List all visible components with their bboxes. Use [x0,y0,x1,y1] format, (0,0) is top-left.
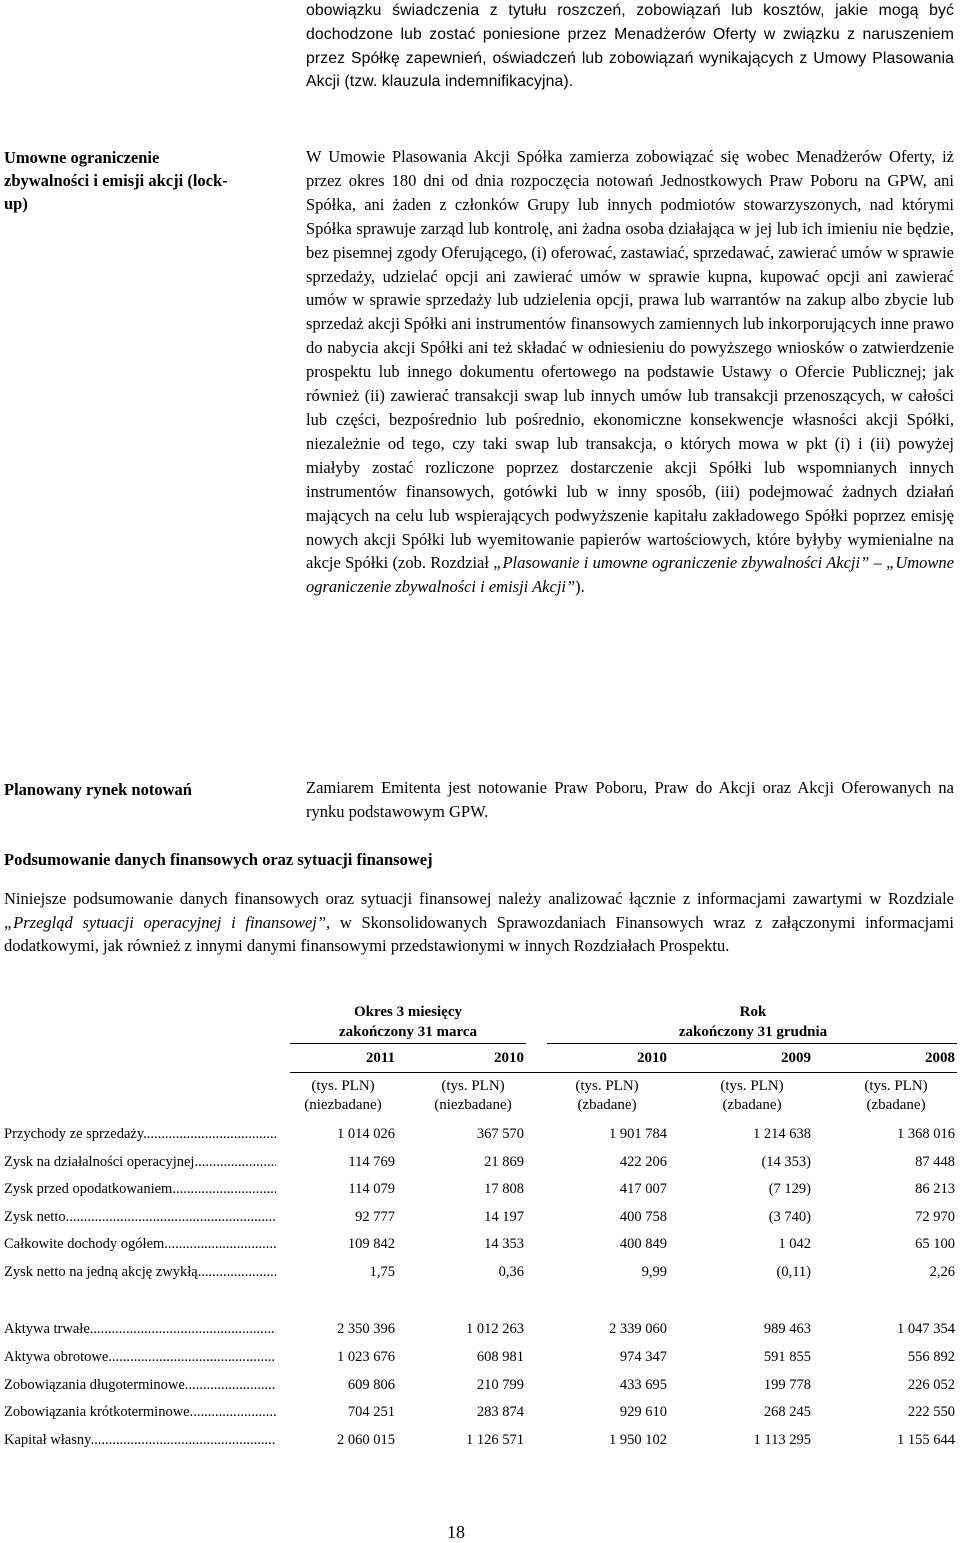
table-cell: 1 113 295 [753,1432,811,1449]
table-cell: (7 129) [768,1181,811,1198]
table-unit-label: (tys. PLN) [720,1078,784,1094]
table-audit-label: (zbadane) [577,1097,637,1113]
table-unit-label: (tys. PLN) [864,1078,928,1094]
summary-intro-ref: „Przegląd sytuacji operacyjnej i finansowej” [4,912,327,932]
table-cell: 1 042 [778,1236,811,1253]
table-cell: 2 350 396 [337,1321,395,1337]
table-row-label: Zobowiązania krótkoterminowe ..... [4,1404,276,1421]
table-cell: 114 769 [348,1153,395,1170]
table-cell: 608 981 [476,1348,524,1365]
table-unit-header [273,1077,413,1115]
table-cell: 929 610 [619,1404,667,1421]
table-cell: 1 901 784 [609,1126,667,1142]
table-cell: (3 740) [768,1208,811,1225]
table-cell: 199 778 [763,1376,811,1393]
table-cell: 2 339 060 [609,1321,667,1337]
table-cell: 1 214 638 [753,1126,811,1142]
table-years-rule [290,1072,957,1073]
page-number: 18 [447,1522,465,1542]
table-row-label: Całkowite dochody ogółem ..... [4,1236,276,1253]
table-cell: 114 079 [348,1181,395,1198]
table-cell: 210 799 [476,1376,524,1393]
table-cell: 21 869 [484,1153,524,1170]
table-cell: 1 012 263 [466,1321,524,1337]
table-cell: 1 368 016 [897,1126,955,1142]
table-row-label: Kapitał własny ..... [4,1432,276,1449]
table-audit-label: (niezbadane) [304,1097,382,1113]
lockup-label: Umowne ograniczenie zbywalności i emisji akcji (lock-up) [4,148,228,213]
table-cell: 1 126 571 [466,1432,524,1449]
table-year-header: 2008 [925,1050,955,1066]
table-row-label: Zysk na działalności operacyjnej ..... [4,1154,276,1171]
table-cell: 2,26 [929,1264,955,1280]
table-unit-header [682,1077,822,1115]
table-cell: 222 550 [907,1404,955,1421]
market-label: Planowany rynek notowań [4,780,192,799]
table-cell: 400 849 [619,1236,667,1253]
table-row-label: Zobowiązania długoterminowe ..... [4,1377,276,1394]
table-audit-label: (zbadane) [866,1097,926,1113]
table-cell: 1,75 [369,1264,395,1280]
table-cell: (14 353) [761,1153,811,1170]
table-year-header: 2010 [494,1050,524,1066]
table-group-year: Rok zakończony 31 grudnia [678,1004,828,1040]
table-cell: 1 950 102 [609,1432,667,1449]
table-cell: 704 251 [347,1404,395,1421]
table-cell: 1 047 354 [897,1321,955,1337]
table-cell: 14 197 [484,1208,524,1225]
table-unit-label: (tys. PLN) [441,1078,505,1094]
table-unit-header [537,1077,677,1115]
table-cell: 367 570 [476,1126,524,1142]
table-cell: 2 060 015 [337,1432,395,1449]
table-row-label: Zysk netto ..... [4,1209,276,1226]
table-year-header: 2011 [365,1050,395,1066]
table-row-label: Aktywa trwałe ..... [4,1321,276,1338]
continuation-paragraph: obowiązku świadczenia z tytułu roszczeń, zobowiązań lub kosztów, jakie mogą być dochodzone lub zostać poniesione przez Menadżerów Oferty w związku z naruszeniem przez Spółkę zapewnień, oświadczeń lub zobowiązań wynikających z Umowy Plasowania Akcji (tzw. klauzula indemnifikacyjna). [306,2,954,91]
lockup-ref-1: „Plasowanie i umowne ograniczenie zbywalności Akcji” [493,553,870,573]
table-cell: 556 892 [907,1348,955,1365]
table-cell: 86 213 [915,1181,955,1198]
table-audit-label: (niezbadane) [434,1097,512,1113]
table-cell: 14 353 [484,1236,524,1253]
table-unit-header [403,1077,543,1115]
table-cell: 87 448 [915,1153,955,1170]
table-cell: 268 245 [763,1404,811,1421]
table-cell: 92 777 [355,1208,395,1225]
table-group-year-rule [547,1043,957,1044]
table-cell: 417 007 [619,1181,667,1198]
lockup-ref-2: „Umowne ograniczenie zbywalności i emisji Akcji” [306,553,955,597]
table-row-label: Zysk przed opodatkowaniem ..... [4,1181,276,1198]
table-cell: 226 052 [907,1376,955,1393]
table-year-header: 2009 [781,1050,811,1066]
table-cell: 72 970 [915,1208,955,1225]
table-cell: 1 155 644 [897,1432,955,1449]
table-cell: 0,36 [498,1264,524,1280]
table-cell: 989 463 [763,1321,811,1337]
table-cell: 974 347 [619,1348,667,1365]
table-group-quarter-rule [290,1043,526,1044]
summary-intro: Niniejsze podsumowanie danych finansowych oraz sytuacji finansowej należy analizować łącznie z informacjami zawartymi w Rozdziale „Przegląd sytuacji operacyjnej i finansowej”, w Skonsolidowanych Sprawozdaniach Finansowych wraz z załączonymi informacjami dodatkowymi, jak również z innymi danymi finansowymi przedstawionymi w innych Rozdziałach Prospektu. [4,889,954,955]
table-cell: 591 855 [763,1348,811,1365]
table-unit-header [826,1077,960,1115]
table-cell: 9,99 [641,1264,667,1280]
table-audit-label: (zbadane) [722,1097,782,1113]
summary-heading: Podsumowanie danych finansowych oraz sytuacji finansowej [4,850,433,869]
table-cell: 283 874 [476,1404,524,1421]
table-cell: 609 806 [347,1376,395,1393]
table-cell: 422 206 [619,1153,667,1170]
table-year-header: 2010 [637,1050,667,1066]
table-row-label: Aktywa obrotowe ..... [4,1349,276,1366]
table-cell: 433 695 [619,1376,667,1393]
table-cell: 17 808 [484,1181,524,1198]
market-paragraph: Zamiarem Emitenta jest notowanie Praw Poboru, Praw do Akcji oraz Akcji Oferowanych na rynku podstawowym GPW. [306,778,954,821]
table-cell: 109 842 [347,1236,395,1253]
table-row-label: Przychody ze sprzedaży ..... [4,1126,276,1143]
table-group-quarter: Okres 3 miesięcy zakończony 31 marca [338,1004,478,1040]
table-unit-label: (tys. PLN) [575,1078,639,1094]
table-cell: 65 100 [915,1236,955,1253]
table-cell: (0,11) [776,1264,811,1280]
table-cell: 1 023 676 [337,1348,395,1365]
table-row-label: Zysk netto na jedną akcję zwykłą ..... [4,1264,276,1281]
lockup-paragraph: W Umowie Plasowania Akcji Spółka zamierza zobowiązać się wobec Menadżerów Oferty, iż przez okres 180 dni od dnia rozpoczęcia notowań Jednostkowych Praw Poboru na GPW, ani Spółka, ani żaden z członków Grupy lub innych podmiotów stowarzyszonych, nad którymi Spółka sprawuje zarząd lub kontrolę, ani żadna osoba działająca w jej lub ich imieniu nie będzie, bez pisemnej zgody Oferującego, (i) oferować, zastawiać, sprzedawać, zawierać umów w sprawie sprzedaży, udzielać opcji ani zawierać umów w sprawie kupna, kupować opcji ani zawierać umów w sprawie sprzedaży lub udzielenia opcji, prawa lub warrantów na zakup albo zbycie lub sprzedaż akcji Spółki ani instrumentów finansowych zamiennych lub inkorporujących inne prawo do nabycia akcji Spółki ani też składać w odniesieniu do powyższego wniosków o zatwierdzenie prospektu lub innego dokumentu ofertowego na podstawie Ustawy o Ofercie Publicznej; jak również (ii) zawierać transakcji swap lub innych umów lub transakcji przenoszących, w całości lub części, bezpośrednio lub pośrednio, ekonomiczne konsekwencje własności akcji Spółki, niezależnie od tego, czy taki swap lub transakcja, o których mowa w pkt (i) i (ii) powyżej miałyby zostać rozliczone poprzez dostarczenie akcji Spółki lub wspomnianych innych instrumentów finansowych, gotówki lub w inny sposób, (iii) podejmować żadnych działań mających na celu lub wspierających podwyższenie kapitału zakładowego Spółki poprzez emisję nowych akcji Spółki lub wyemitowanie papierów wartościowych, które byłyby wymienialne na akcje Spółki (zob. Rozdział „Plasowanie i umowne ograniczenie zbywalności Akcji” – „Umowne ograniczenie zbywalności i emisji Akcji”). [306,147,955,597]
table-cell: 400 758 [619,1208,667,1225]
table-cell: 1 014 026 [337,1126,395,1142]
table-unit-label: (tys. PLN) [311,1078,375,1094]
